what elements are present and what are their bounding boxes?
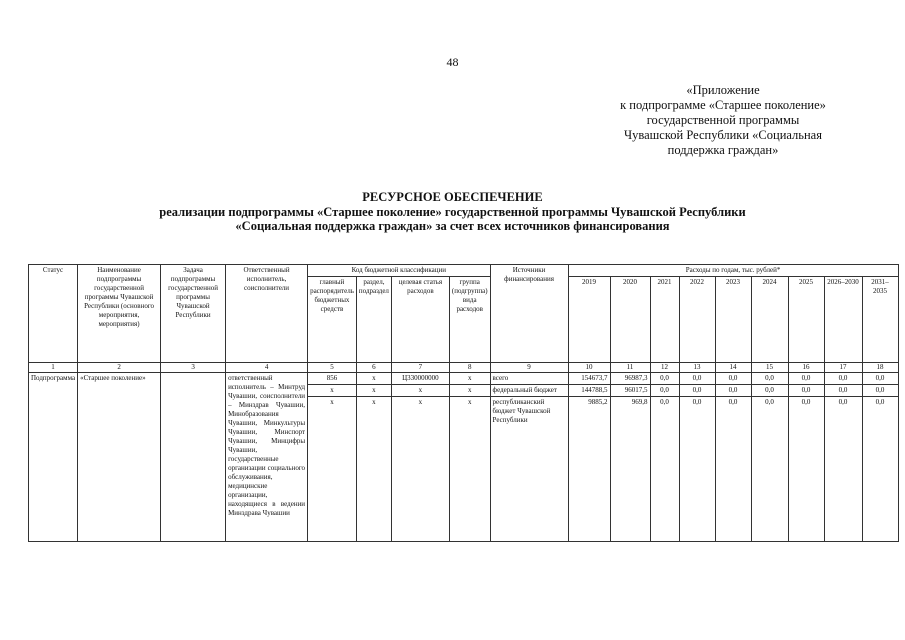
title-line: РЕСУРСНОЕ ОБЕСПЕЧЕНИЕ: [362, 190, 543, 204]
column-number: 8: [449, 363, 490, 373]
column-number: 4: [226, 363, 308, 373]
cell-expense-group: х: [449, 385, 490, 397]
header-year: 2022: [679, 277, 715, 363]
cell-value: 0,0: [862, 397, 898, 542]
header-row: [29, 265, 899, 277]
header-year: 2031–2035: [862, 277, 898, 363]
cell-value: 0,0: [715, 397, 751, 542]
header-expense-group: группа (подгруппа) вида расходов: [449, 277, 490, 363]
column-number: 3: [161, 363, 226, 373]
column-number: 7: [391, 363, 449, 373]
cell-source: республиканский бюджет Чувашской Республики: [490, 397, 568, 542]
column-number: 15: [751, 363, 788, 373]
cell-source: всего: [490, 373, 568, 385]
cell-value: 0,0: [751, 397, 788, 542]
cell-value: 0,0: [679, 397, 715, 542]
cell-target-article: Ц330000000: [391, 373, 449, 385]
row-task: [161, 373, 226, 542]
cell-chief-manager: 856: [308, 373, 357, 385]
cell-value: 0,0: [788, 397, 824, 542]
appendix-line: Чувашской Республики «Социальная: [624, 128, 822, 142]
appendix-line: поддержка граждан»: [667, 143, 779, 157]
column-number: 9: [490, 363, 568, 373]
cell-value: 96017,5: [610, 385, 650, 397]
column-number: 18: [862, 363, 898, 373]
cell-target-article: х: [391, 385, 449, 397]
header-budget-code: Код бюджетной классификации: [308, 265, 490, 277]
header-year: 2019: [568, 277, 610, 363]
cell-expense-group: х: [449, 397, 490, 542]
header-chief-manager: главный распорядитель бюджетных средств: [308, 277, 357, 363]
column-number: 14: [715, 363, 751, 373]
cell-value: 0,0: [650, 397, 679, 542]
table-row: [29, 373, 899, 385]
resource-table: [28, 264, 899, 542]
document-title: [0, 190, 905, 234]
cell-value: 0,0: [751, 385, 788, 397]
appendix-line: к подпрограмме «Старшее поколение»: [620, 98, 826, 112]
column-number: 17: [824, 363, 862, 373]
header-sources: Источники финансирования: [490, 265, 568, 363]
cell-value: 0,0: [788, 373, 824, 385]
cell-value: 0,0: [824, 385, 862, 397]
header-year: 2023: [715, 277, 751, 363]
cell-value: 0,0: [862, 373, 898, 385]
cell-value: 969,8: [610, 397, 650, 542]
cell-value: 0,0: [679, 373, 715, 385]
row-name: «Старшее поколение»: [78, 373, 161, 542]
column-number: 13: [679, 363, 715, 373]
header-task: Задача подпрограммы государственной программы Чувашской Республики: [161, 265, 226, 363]
appendix-block: [590, 83, 856, 158]
header-year: 2024: [751, 277, 788, 363]
column-number: 16: [788, 363, 824, 373]
cell-source: федеральный бюджет: [490, 385, 568, 397]
cell-chief-manager: х: [308, 397, 357, 542]
cell-value: 0,0: [715, 385, 751, 397]
header-expenses: Расходы по годам, тыс. рублей*: [568, 265, 898, 277]
appendix-line: «Приложение: [686, 83, 760, 97]
cell-expense-group: х: [449, 373, 490, 385]
cell-value: 0,0: [715, 373, 751, 385]
header-year: 2026–2030: [824, 277, 862, 363]
column-number: 10: [568, 363, 610, 373]
cell-value: 96987,3: [610, 373, 650, 385]
header-target-article: целевая статья расходов: [391, 277, 449, 363]
header-section: раздел, подраздел: [356, 277, 391, 363]
cell-value: 144788,5: [568, 385, 610, 397]
cell-section: х: [356, 373, 391, 385]
appendix-line: государственной программы: [646, 113, 800, 127]
column-number: 2: [78, 363, 161, 373]
title-line: «Социальная поддержка граждан» за счет всех источников финансирования: [235, 219, 670, 233]
cell-value: 0,0: [679, 385, 715, 397]
cell-value: 0,0: [824, 397, 862, 542]
row-responsible: ответственный исполнитель – Минтруд Чувашии, соисполнители – Минздрав Чувашии, Минобразования Чувашии, Минкультуры Чувашии, Минспорт Чувашии, Минцифры Чувашии, государственные организации социального обслуживания, медицинские организации, находящиеся в ведении Минздрава Чувашии: [226, 373, 308, 542]
column-number: 12: [650, 363, 679, 373]
cell-value: 0,0: [824, 373, 862, 385]
cell-value: 9885,2: [568, 397, 610, 542]
cell-value: 0,0: [788, 385, 824, 397]
cell-target-article: х: [391, 397, 449, 542]
column-numbers-row: [29, 363, 899, 373]
column-number: 11: [610, 363, 650, 373]
page-number: 48: [446, 55, 459, 69]
cell-value: 0,0: [751, 373, 788, 385]
cell-value: 0,0: [650, 373, 679, 385]
cell-chief-manager: х: [308, 385, 357, 397]
cell-value: 0,0: [862, 385, 898, 397]
cell-section: х: [356, 397, 391, 542]
column-number: 1: [29, 363, 78, 373]
header-year: 2021: [650, 277, 679, 363]
header-year: 2020: [610, 277, 650, 363]
header-year: 2025: [788, 277, 824, 363]
header-subprogram-name: Наименование подпрограммы государственной программы Чувашской Республики (основного мероприятия, мероприятия): [78, 265, 161, 363]
cell-section: х: [356, 385, 391, 397]
header-status: Статус: [29, 265, 78, 363]
column-number: 5: [308, 363, 357, 373]
title-line: реализации подпрограммы «Старшее поколение» государственной программы Чувашской Республики: [159, 204, 746, 219]
cell-value: 0,0: [650, 385, 679, 397]
header-responsible: Ответственный исполнитель, соисполнители: [226, 265, 308, 363]
cell-value: 154673,7: [568, 373, 610, 385]
column-number: 6: [356, 363, 391, 373]
row-status: Подпрограмма: [29, 373, 78, 542]
